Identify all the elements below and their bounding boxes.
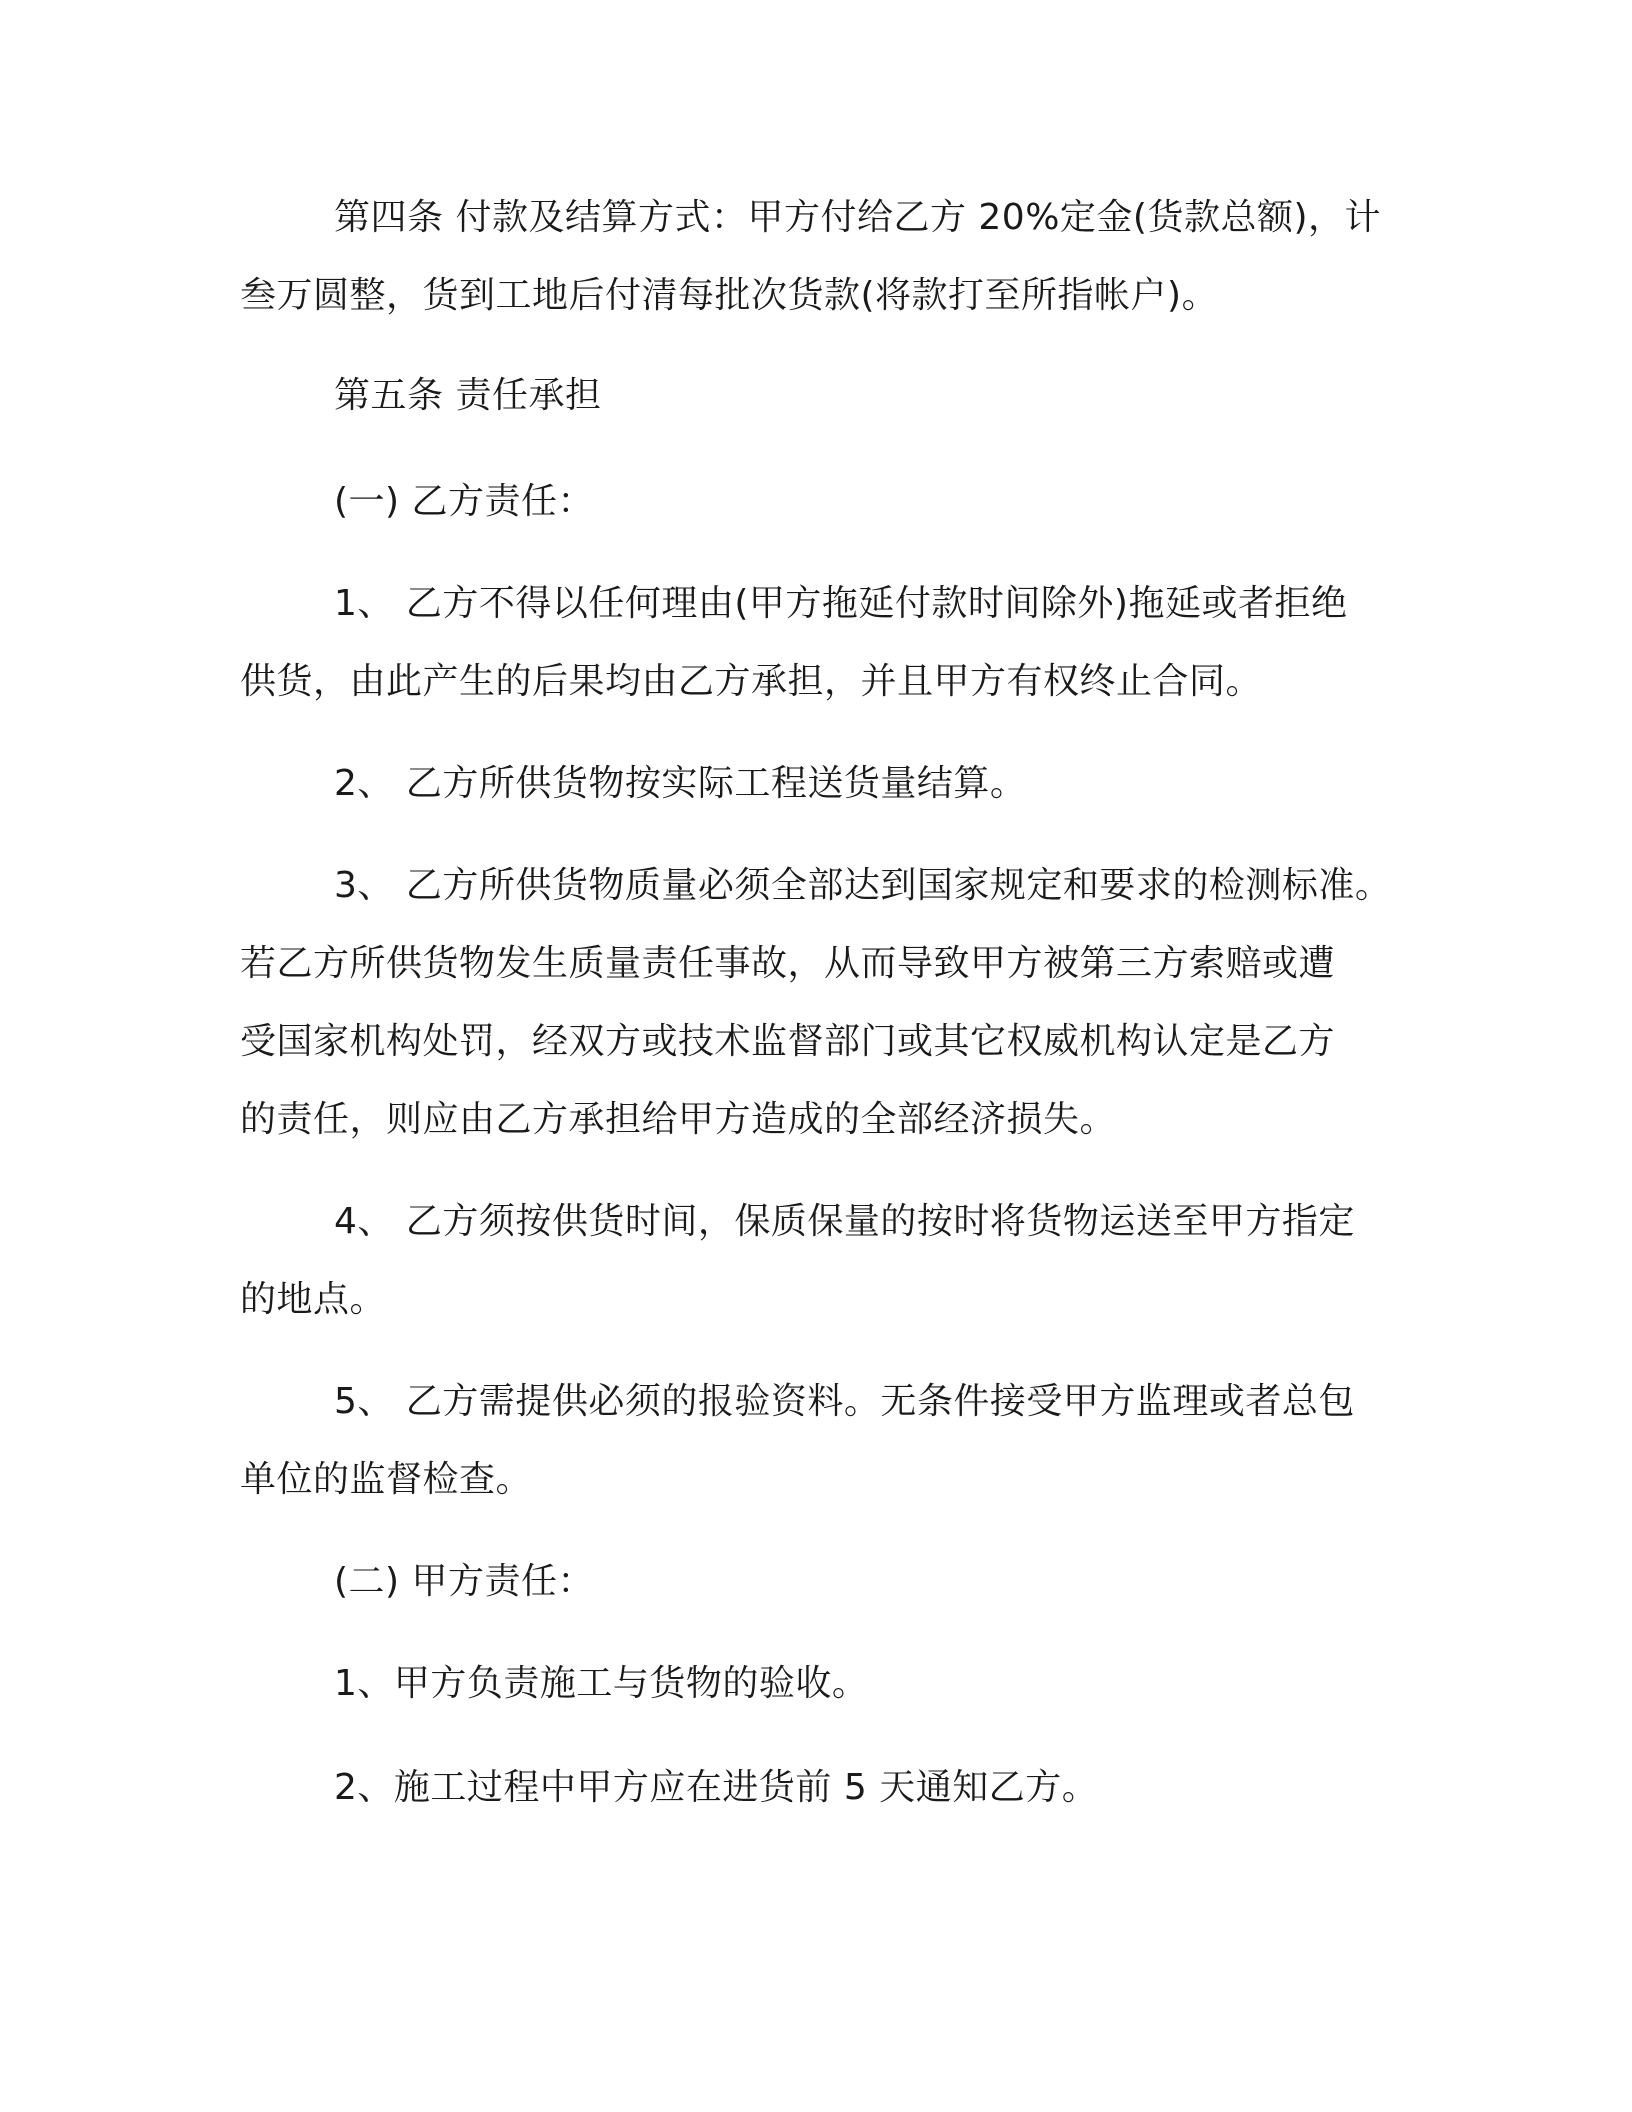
article-5-heading: 第五条 责任承担 — [334, 375, 602, 416]
item-5-line-2: 单位的监督检查。 — [240, 1459, 533, 1500]
item-3-line-4: 的责任，则应由乙方承担给甲方造成的全部经济损失。 — [240, 1099, 1117, 1140]
section-1-heading: (一) 乙方责任： — [334, 481, 595, 522]
section-2-heading: (二) 甲方责任： — [334, 1561, 595, 1602]
item-4-line-1: 4、 乙方须按供货时间，保质保量的按时将货物运送至甲方指定 — [334, 1201, 1355, 1242]
item-3-line-1: 3、 乙方所供货物质量必须全部达到国家规定和要求的检测标准。 — [334, 865, 1392, 906]
item-5-line-1: 5、 乙方需提供必须的报验资料。无条件接受甲方监理或者总包 — [334, 1381, 1355, 1422]
item-1-line-2: 供货，由此产生的后果均由乙方承担，并且甲方有权终止合同。 — [240, 661, 1263, 702]
item-2-line-1: 2、 乙方所供货物按实际工程送货量结算。 — [334, 763, 1027, 804]
item-3-line-3: 受国家机构处罚，经双方或技术监督部门或其它权威机构认定是乙方 — [240, 1021, 1336, 1062]
article-4-line-1: 第四条 付款及结算方式：甲方付给乙方 20%定金(货款总额)，计 — [334, 197, 1381, 238]
item-4-line-2: 的地点。 — [240, 1279, 387, 1320]
party-a-item-1: 1、甲方负责施工与货物的验收。 — [334, 1663, 869, 1704]
article-4-line-2: 叁万圆整，货到工地后付清每批次货款(将款打至所指帐户)。 — [240, 275, 1219, 316]
item-3-line-2: 若乙方所供货物发生质量责任事故，从而导致甲方被第三方索赔或遭 — [240, 943, 1336, 984]
item-1-line-1: 1、 乙方不得以任何理由(甲方拖延付款时间除外)拖延或者拒绝 — [334, 583, 1348, 624]
party-a-item-2: 2、施工过程中甲方应在进货前 5 天通知乙方。 — [334, 1767, 1099, 1808]
